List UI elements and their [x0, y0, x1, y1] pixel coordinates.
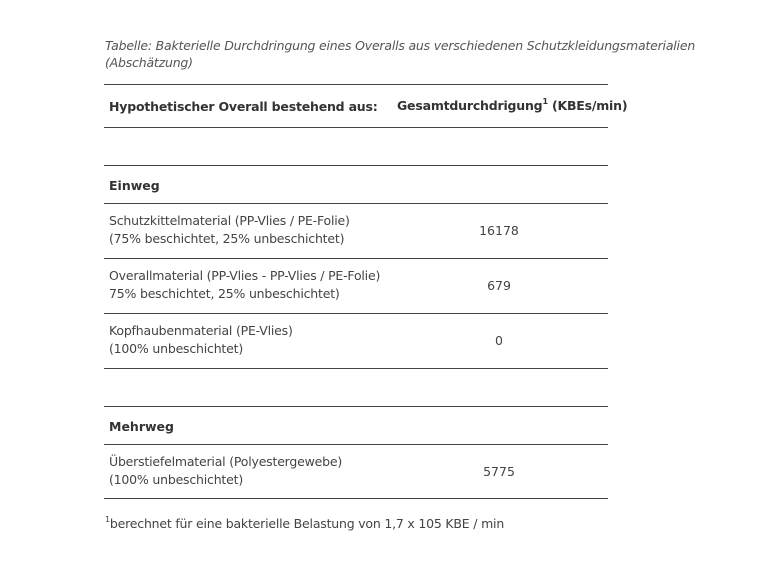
table-row: [104, 203, 608, 258]
caption-line-1: Tabelle: Bakterielle Durchdringung eines Overalls aus verschiedenen Schutzkleidungsmaterialien: [105, 38, 696, 53]
penetration-value: 5775: [483, 464, 515, 479]
material-line-2: 75% beschichtet, 25% unbeschichtet): [109, 286, 340, 301]
table-row: [104, 258, 608, 313]
section-label: Mehrweg: [109, 419, 174, 434]
penetration-table: [104, 84, 628, 499]
header-material: Hypothetischer Overall bestehend aus:: [109, 99, 378, 114]
table-row: [104, 313, 608, 368]
material-line-2: (75% beschichtet, 25% unbeschichtet): [109, 231, 345, 246]
material-line-1: Overallmaterial (PP-Vlies - PP-Vlies / PE-Folie): [109, 268, 381, 283]
material-line-1: Kopfhaubenmaterial (PE-Vlies): [109, 323, 293, 338]
footnote-marker: 1: [105, 515, 110, 524]
header-footnote-marker: 1: [542, 97, 548, 106]
section-label: Einweg: [109, 178, 160, 193]
header-penetration: [397, 97, 627, 113]
penetration-value: 16178: [479, 223, 519, 238]
caption-line-2: (Abschätzung): [105, 55, 193, 70]
section-row-mehrweg: [104, 406, 608, 444]
table-caption: [105, 37, 705, 71]
spacer-row: [104, 368, 608, 406]
material-line-2: (100% unbeschichtet): [109, 341, 244, 356]
material-line-1: Schutzkittelmaterial (PP-Vlies / PE-Folie): [109, 213, 350, 228]
spacer-row: [104, 127, 608, 165]
table-header-row: [104, 84, 628, 127]
footnote-text: berechnet für eine bakterielle Belastung von 1,7 x 105 KBE / min: [109, 516, 505, 531]
footnote: [105, 515, 504, 531]
section-row-einweg: [104, 165, 608, 203]
header-penetration-unit: (KBEs/min): [547, 98, 628, 113]
table-row: [104, 444, 608, 499]
header-penetration-label: Gesamtdurchdrigung: [397, 98, 543, 113]
penetration-value: 0: [495, 333, 503, 348]
penetration-value: 679: [487, 278, 511, 293]
material-line-1: Überstiefelmaterial (Polyestergewebe): [109, 454, 343, 469]
material-line-2: (100% unbeschichtet): [109, 472, 244, 487]
